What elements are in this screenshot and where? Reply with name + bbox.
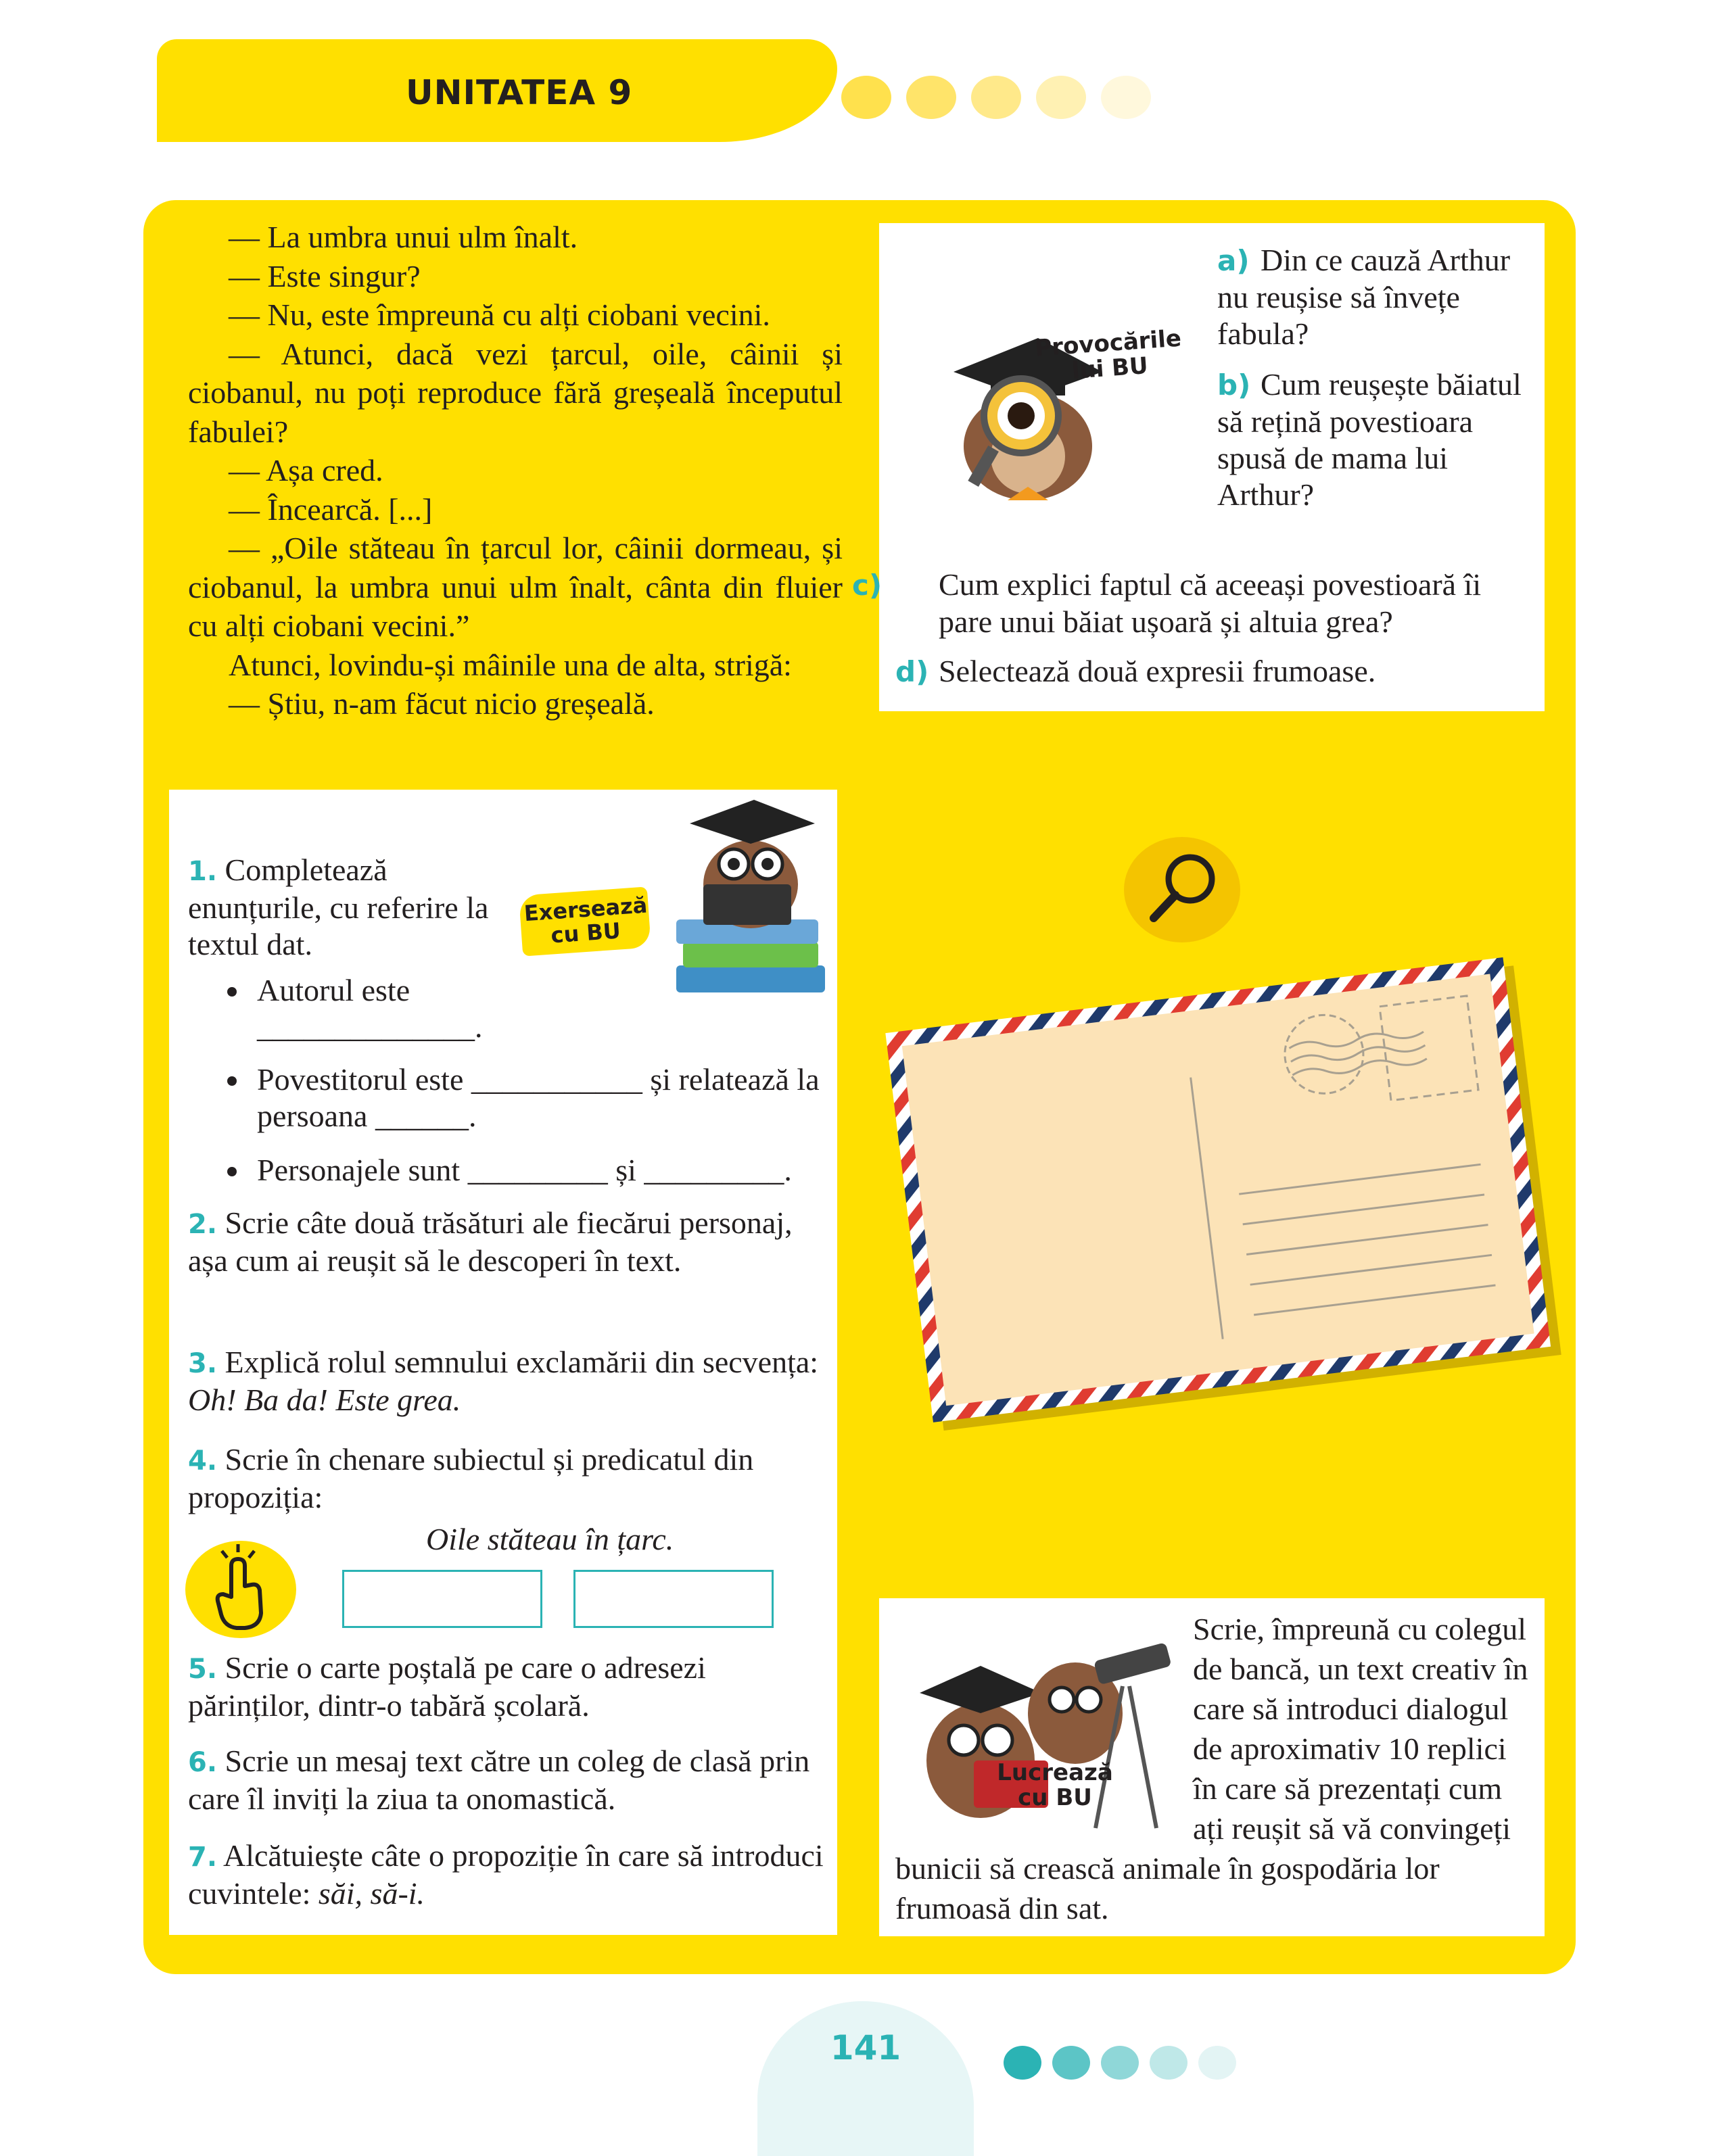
exercise-1-bullet: Autorul este ______________. [257, 972, 541, 1045]
story-text [188, 218, 843, 723]
story-line: Atunci, lovindu-și mâinile una de alta, strigă: [229, 647, 792, 682]
exercise-1-bullet: Povestitorul este ___________ și relatează la persoana ______. [257, 1061, 825, 1134]
exercise-2 [188, 1205, 824, 1279]
page-number-blob [757, 2001, 974, 2156]
exercise-3 [188, 1344, 824, 1418]
exercise-number: 3. [188, 1348, 218, 1379]
challenge-c: c) Cum explici faptul că aceeași povestioară îi pare unui băiat ușoară și altuia grea? [852, 567, 1482, 639]
exercise-number: 4. [188, 1445, 218, 1477]
exercise-text: Completează enunțurile, cu referire la textul dat. [188, 853, 489, 961]
exercise-4 [188, 1441, 824, 1516]
story-line: — Încearcă. [...] [229, 492, 433, 527]
story-line: — Nu, este împreună cu alți ciobani vecini. [229, 297, 770, 332]
header-dot [971, 76, 1021, 119]
challenge-letter: b) [1217, 368, 1251, 402]
story-line: — La umbra unui ulm înalt. [229, 220, 578, 254]
exercise-number: 1. [188, 856, 218, 887]
header-dot [1101, 76, 1151, 119]
footer-dot [1198, 2046, 1236, 2080]
header-dot [906, 76, 956, 119]
postcard-illustration [872, 926, 1562, 1440]
exercise-text: Scrie în chenare subiectul și predicatul din propoziția: [188, 1442, 754, 1514]
unit-title: UNITATEA 9 [406, 73, 633, 112]
owl-laptop-books-icon [669, 796, 832, 999]
exercise-6 [188, 1743, 824, 1817]
challenges-badge: Provocările lui BU [1034, 325, 1183, 385]
exercise-5 [188, 1650, 824, 1724]
exercise-7 [188, 1838, 824, 1912]
exercise-text: Alcătuiește câte o propoziție în care să introduci cuvintele: [188, 1838, 824, 1911]
footer-dot [1101, 2046, 1139, 2080]
story-line: — Așa cred. [229, 453, 383, 487]
tap-hand-icon [184, 1539, 298, 1640]
footer-dot [1150, 2046, 1187, 2080]
exercises-box [169, 790, 837, 1935]
exercise-text: Scrie o carte poștală pe care o adresezi părinților, dintr-o tabără școlară. [188, 1650, 706, 1723]
exercise-words: săi, să-i. [318, 1876, 425, 1911]
subject-input-box[interactable] [342, 1570, 542, 1628]
footer-dot [1004, 2046, 1041, 2080]
exercise-1-bullet: Personajele sunt _________ și _________. [257, 1152, 825, 1189]
work-badge: Lucrează cu BU [997, 1759, 1113, 1812]
predicate-input-box[interactable] [573, 1570, 774, 1628]
header-dot [841, 76, 891, 119]
story-line: — Este singur? [229, 258, 421, 293]
challenge-letter: c) [852, 569, 883, 602]
challenge-letter: d) [895, 655, 929, 688]
footer-dot [1052, 2046, 1090, 2080]
exercise-4-sentence: Oile stăteau în țarc. [426, 1522, 674, 1556]
exercise-quote: Oh! Ba da! Este grea. [188, 1383, 461, 1417]
exercise-text: Explică rolul semnului exclamării din secvența: [225, 1345, 819, 1379]
header-dot [1036, 76, 1086, 119]
page-number: 141 [830, 2028, 901, 2067]
story-line: — Știu, n-am făcut nicio greșeală. [229, 686, 655, 721]
challenge-b: b) Cum reușește băiatul să rețină povestioara spusă de mama lui Arthur? [1217, 367, 1522, 512]
exercise-number: 6. [188, 1747, 218, 1778]
exercise-number: 2. [188, 1209, 218, 1240]
exercise-number: 7. [188, 1842, 218, 1873]
challenges-box [852, 223, 1545, 711]
challenge-letter: a) [1217, 244, 1250, 277]
exercise-text: Scrie câte două trăsături ale fiecărui personaj, așa cum ai reușit să le descoperi în text. [188, 1205, 793, 1278]
challenge-d: d) Selectează două expresii frumoase. [895, 653, 1531, 690]
exercise-1 [188, 852, 513, 963]
exercise-text: Scrie un mesaj text către un coleg de clasă prin care îl inviți la ziua ta onomastică. [188, 1744, 810, 1816]
exercise-number: 5. [188, 1654, 218, 1685]
story-line: — „Oile stăteau în țarcul lor, câinii dormeau, și ciobanul, la umbra unui ulm înalt, cânta din fluier cu alți ciobani vecini.” [188, 531, 843, 643]
work-text: Scrie, împreună cu colegul de bancă, un text creativ în care să introduci dialogul de aproximativ 10 replici în care să prezentați cum ați reușit să vă convingeți bunicii să crească animale în gospodăria lor frumoasă din sat. [895, 1612, 1528, 1925]
exercises-badge: Exersează cu BU [519, 886, 651, 956]
work-box [879, 1598, 1545, 1936]
challenge-a: a) Din ce cauză Arthur nu reușise să învețe fabula? [1217, 243, 1511, 351]
story-line: — Atunci, dacă vezi țarcul, oile, câinii și ciobanul, nu poți reproduce fără greșeală începutul fabulei? [188, 336, 843, 449]
